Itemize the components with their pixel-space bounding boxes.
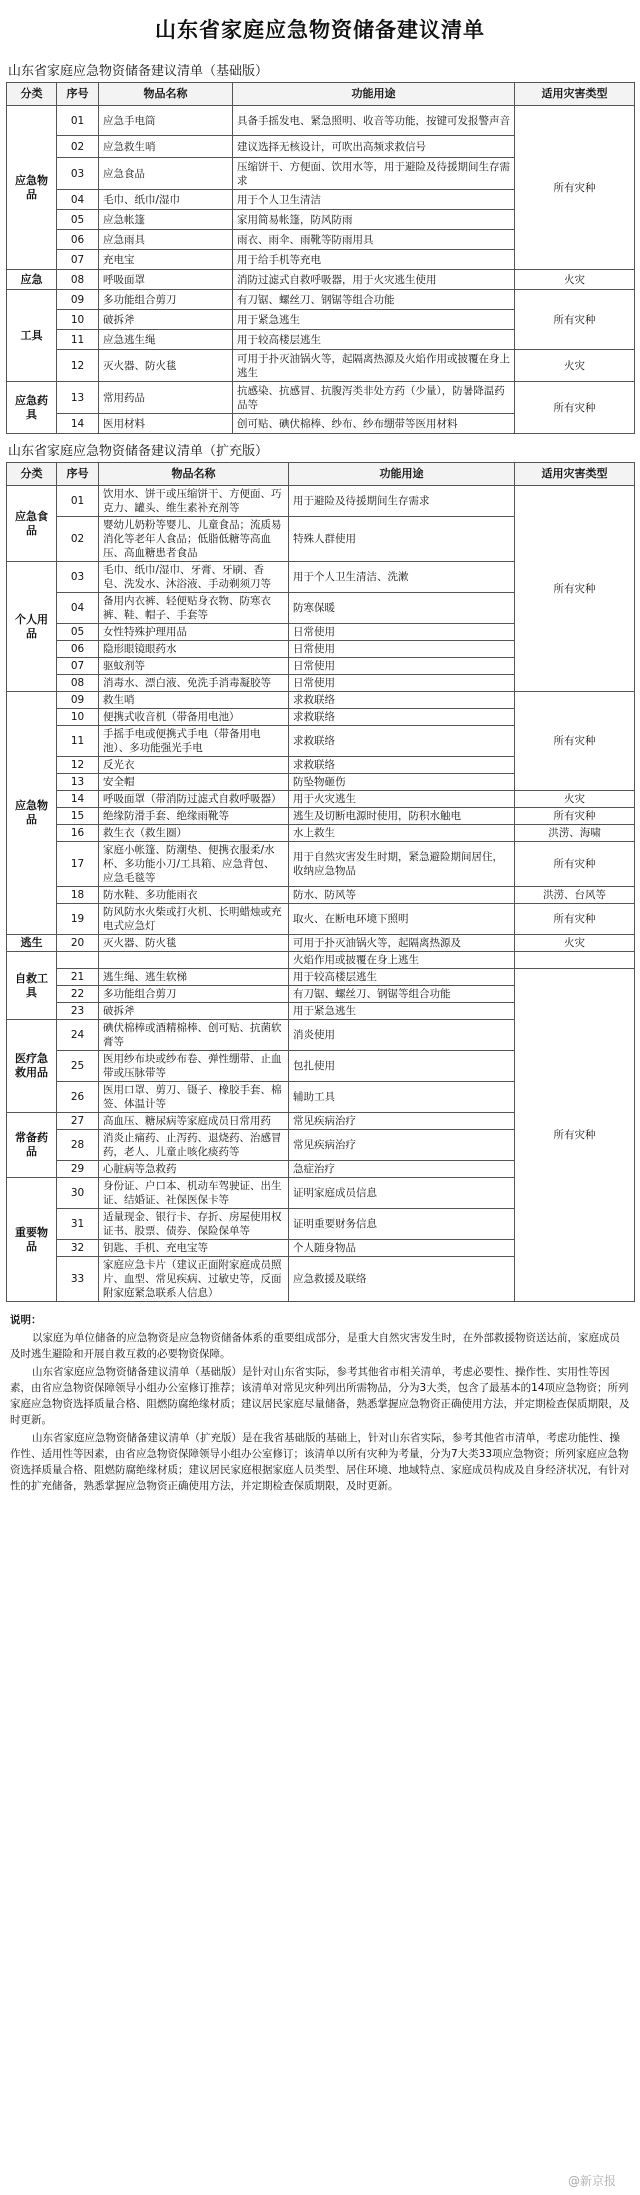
category-cell: 自救工具 (7, 952, 57, 1020)
seq-cell: 05 (57, 210, 99, 230)
table-row (7, 808, 635, 825)
item-cell: 防水鞋、多功能雨衣 (99, 887, 289, 904)
item-cell: 反光衣 (99, 757, 289, 774)
use-cell: 雨衣、雨伞、雨靴等防雨用具 (233, 230, 515, 250)
use-cell: 求救联络 (289, 692, 515, 709)
item-cell: 女性特殊护理用品 (99, 624, 289, 641)
use-cell: 可用于扑灭油锅火等，起隔离热源及火焰作用或披覆在身上逃生 (233, 350, 515, 382)
use-cell: 日常使用 (289, 641, 515, 658)
seq-cell: 25 (57, 1051, 99, 1082)
item-cell: 家庭应急卡片（建议正面附家庭成员照片、血型、常见疾病、过敏史等，反面附家庭紧急联系人信息） (99, 1257, 289, 1302)
seq-cell: 09 (57, 290, 99, 310)
use-cell: 包扎使用 (289, 1051, 515, 1082)
notes-section (0, 1302, 640, 1494)
use-cell: 水上救生 (289, 825, 515, 842)
item-cell: 救生哨 (99, 692, 289, 709)
seq-cell: 27 (57, 1113, 99, 1130)
item-cell: 医用材料 (99, 414, 233, 434)
seq-cell: 13 (57, 774, 99, 791)
use-cell: 求救联络 (289, 709, 515, 726)
header-cell: 序号 (57, 83, 99, 106)
use-cell: 用于个人卫生清洁 (233, 190, 515, 210)
seq-cell: 24 (57, 1020, 99, 1051)
item-cell (99, 952, 289, 969)
item-cell: 应急手电筒 (99, 106, 233, 136)
use-cell: 消炎使用 (289, 1020, 515, 1051)
seq-cell: 14 (57, 414, 99, 434)
item-cell: 应急食品 (99, 158, 233, 190)
seq-cell: 28 (57, 1130, 99, 1161)
page-title: 山东省家庭应急物资储备建议清单 (155, 18, 485, 42)
seq-cell: 26 (57, 1082, 99, 1113)
seq-cell: 06 (57, 230, 99, 250)
ext-subtitle: 山东省家庭应急物资储备建议清单（扩充版） (8, 444, 269, 459)
use-cell: 证明家庭成员信息 (289, 1178, 515, 1209)
seq-cell: 17 (57, 842, 99, 887)
category-cell: 应急药具 (7, 382, 57, 434)
table-row (7, 290, 635, 310)
seq-cell: 18 (57, 887, 99, 904)
use-cell: 日常使用 (289, 675, 515, 692)
disaster-cell: 所有灾种 (515, 842, 635, 887)
use-cell: 特殊人群使用 (289, 517, 515, 562)
item-cell: 毛巾、纸巾/湿巾 (99, 190, 233, 210)
item-cell: 多功能组合剪刀 (99, 986, 289, 1003)
seq-cell: 19 (57, 904, 99, 935)
seq-cell: 22 (57, 986, 99, 1003)
disaster-cell: 所有灾种 (515, 486, 635, 692)
seq-cell: 04 (57, 190, 99, 210)
use-cell: 用于火灾逃生 (289, 791, 515, 808)
header-cell: 适用灾害类型 (515, 83, 635, 106)
disaster-cell: 火灾 (515, 935, 635, 952)
item-cell: 逃生绳、逃生软梯 (99, 969, 289, 986)
seq-cell: 09 (57, 692, 99, 709)
item-cell: 饮用水、饼干或压缩饼干、方便面、巧克力、罐头、维生素补充剂等 (99, 486, 289, 517)
item-cell: 婴幼儿奶粉等婴儿、儿童食品；流质易消化等老年人食品；低脂低糖等高血压、高血糖患者食品 (99, 517, 289, 562)
item-cell: 救生衣（救生圈） (99, 825, 289, 842)
item-cell: 隐形眼镜眼药水 (99, 641, 289, 658)
header-cell: 分类 (7, 83, 57, 106)
seq-cell: 31 (57, 1209, 99, 1240)
use-cell: 求救联络 (289, 757, 515, 774)
item-cell: 钥匙、手机、充电宝等 (99, 1240, 289, 1257)
item-cell: 应急逃生绳 (99, 330, 233, 350)
seq-cell: 03 (57, 158, 99, 190)
header-cell: 适用灾害类型 (515, 463, 635, 486)
table-row (7, 969, 635, 986)
item-cell: 家庭小帐篷、防潮垫、便携衣服柔/水杯、多功能小刀/工具箱、应急背包、应急毛毯等 (99, 842, 289, 887)
item-cell: 常用药品 (99, 382, 233, 414)
use-cell: 急症治疗 (289, 1161, 515, 1178)
seq-cell: 20 (57, 935, 99, 952)
use-cell: 常见疾病治疗 (289, 1113, 515, 1130)
use-cell: 取火、在断电环境下照明 (289, 904, 515, 935)
table-row (7, 270, 635, 290)
table-header-row (7, 83, 635, 106)
notes-paragraph: 山东省家庭应急物资储备建议清单（扩充版）是在我省基础版的基础上，针对山东省实际，参考其他省市清单，考虑功能性、操作性、适用性等因素，由省应急物资保障领导小组办公室修订；该清单以所有灾种为考量，分为7大类33项应急物资；所列家庭应急物资选择质量合格、阻燃防腐绝缘材质；建议居民家庭根据家庭人员类型、居住环境、地域特点、家庭成员构成及自身经济状况，有针对性的扩充储备，熟悉掌握应急物资正确使用方法，并定期检查保质期限，及时更新。 (10, 1432, 630, 1492)
item-cell: 高血压、糖尿病等家庭成员日常用药 (99, 1113, 289, 1130)
item-cell: 心脏病等急救药 (99, 1161, 289, 1178)
disaster-cell: 所有灾种 (515, 692, 635, 791)
use-cell: 用于较高楼层逃生 (233, 330, 515, 350)
use-cell: 用于紧急逃生 (233, 310, 515, 330)
item-cell: 备用内衣裤、轻便贴身衣物、防寒衣裤、鞋、帽子、手套等 (99, 593, 289, 624)
category-cell: 医疗急救用品 (7, 1020, 57, 1113)
seq-cell: 01 (57, 106, 99, 136)
basic-subtitle: 山东省家庭应急物资储备建议清单（基础版） (8, 64, 269, 79)
item-cell: 灭火器、防火毯 (99, 935, 289, 952)
category-cell: 个人用品 (7, 562, 57, 692)
use-cell: 求救联络 (289, 726, 515, 757)
category-cell: 逃生 (7, 935, 57, 952)
seq-cell: 12 (57, 350, 99, 382)
use-cell: 防寒保暖 (289, 593, 515, 624)
watermark: @新京报 (567, 2174, 616, 2188)
seq-cell (57, 952, 99, 969)
use-cell: 用于避险及待援期间生存需求 (289, 486, 515, 517)
header-cell: 物品名称 (99, 463, 289, 486)
item-cell: 呼吸面罩 (99, 270, 233, 290)
use-cell: 日常使用 (289, 658, 515, 675)
item-cell: 应急救生哨 (99, 136, 233, 158)
seq-cell: 16 (57, 825, 99, 842)
item-cell: 便携式收音机（带备用电池） (99, 709, 289, 726)
seq-cell: 07 (57, 250, 99, 270)
use-cell: 家用简易帐篷，防风防雨 (233, 210, 515, 230)
seq-cell: 11 (57, 330, 99, 350)
use-cell: 逃生及切断电源时使用，防积水触电 (289, 808, 515, 825)
category-cell: 应急食品 (7, 486, 57, 562)
use-cell: 用于自然灾害发生时期，紧急避险期间居住，收纳应急物品 (289, 842, 515, 887)
table-row (7, 382, 635, 414)
item-cell: 充电宝 (99, 250, 233, 270)
disaster-cell (515, 952, 635, 969)
disaster-cell: 洪涝、台风等 (515, 887, 635, 904)
header-cell: 功能用途 (233, 83, 515, 106)
seq-cell: 07 (57, 658, 99, 675)
table-row (7, 952, 635, 969)
use-cell: 辅助工具 (289, 1082, 515, 1113)
table-row (7, 842, 635, 887)
seq-cell: 02 (57, 136, 99, 158)
use-cell: 用于紧急逃生 (289, 1003, 515, 1020)
table-row (7, 106, 635, 136)
item-cell: 医用口罩、剪刀、镊子、橡胶手套、棉签、体温计等 (99, 1082, 289, 1113)
seq-cell: 30 (57, 1178, 99, 1209)
use-cell: 用于给手机等充电 (233, 250, 515, 270)
use-cell: 日常使用 (289, 624, 515, 641)
item-cell: 呼吸面罩（带消防过滤式自救呼吸器） (99, 791, 289, 808)
use-cell: 用于较高楼层逃生 (289, 969, 515, 986)
seq-cell: 14 (57, 791, 99, 808)
seq-cell: 08 (57, 270, 99, 290)
use-cell: 应急救援及联络 (289, 1257, 515, 1302)
seq-cell: 21 (57, 969, 99, 986)
table-row (7, 935, 635, 952)
seq-cell: 33 (57, 1257, 99, 1302)
category-cell: 工具 (7, 290, 57, 382)
category-cell: 常备药品 (7, 1113, 57, 1178)
item-cell: 多功能组合剪刀 (99, 290, 233, 310)
seq-cell: 11 (57, 726, 99, 757)
use-cell: 有刀锯、螺丝刀、钢锯等组合功能 (289, 986, 515, 1003)
disaster-cell: 火灾 (515, 350, 635, 382)
disaster-cell: 火灾 (515, 270, 635, 290)
item-cell: 应急帐篷 (99, 210, 233, 230)
notes-paragraph: 以家庭为单位储备的应急物资是应急物资储备体系的重要组成部分，是重大自然灾害发生时，在外部救援物资送达前，家庭成员及时逃生避险和开展自救互救的必要物资保障。 (10, 1332, 620, 1360)
use-cell: 建议选择无核设计，可吹出高频求救信号 (233, 136, 515, 158)
disaster-cell: 所有灾种 (515, 969, 635, 1302)
item-cell: 灭火器、防火毯 (99, 350, 233, 382)
use-cell: 创可贴、碘伏棉棒、纱布、纱布绷带等医用材料 (233, 414, 515, 434)
seq-cell: 01 (57, 486, 99, 517)
seq-cell: 03 (57, 562, 99, 593)
use-cell: 防水、防风等 (289, 887, 515, 904)
table-row (7, 791, 635, 808)
notes-heading: 说明： (10, 1314, 42, 1326)
use-cell: 证明重要财务信息 (289, 1209, 515, 1240)
item-cell: 破拆斧 (99, 1003, 289, 1020)
seq-cell: 05 (57, 624, 99, 641)
seq-cell: 08 (57, 675, 99, 692)
category-cell: 应急 (7, 270, 57, 290)
category-cell: 重要物品 (7, 1178, 57, 1302)
use-cell: 可用于扑灭油锅火等，起隔离热源及 (289, 935, 515, 952)
header-cell: 物品名称 (99, 83, 233, 106)
seq-cell: 12 (57, 757, 99, 774)
header-cell: 分类 (7, 463, 57, 486)
category-cell: 应急物品 (7, 106, 57, 270)
seq-cell: 13 (57, 382, 99, 414)
item-cell: 应急雨具 (99, 230, 233, 250)
use-cell: 火焰作用或披覆在身上逃生 (289, 952, 515, 969)
item-cell: 身份证、户口本、机动车驾驶证、出生证、结婚证、社保医保卡等 (99, 1178, 289, 1209)
table-row (7, 904, 635, 935)
seq-cell: 15 (57, 808, 99, 825)
category-cell: 应急物品 (7, 692, 57, 935)
disaster-cell: 所有灾种 (515, 808, 635, 825)
disaster-cell: 所有灾种 (515, 106, 635, 270)
item-cell: 毛巾、纸巾/湿巾、牙膏、牙刷、香皂、洗发水、沐浴液、手动剃须刀等 (99, 562, 289, 593)
item-cell: 碘伏棉棒或酒精棉棒、创可贴、抗菌软膏等 (99, 1020, 289, 1051)
item-cell: 消毒水、漂白液、免洗手消毒凝胶等 (99, 675, 289, 692)
seq-cell: 06 (57, 641, 99, 658)
use-cell: 用于个人卫生清洁、洗漱 (289, 562, 515, 593)
basic-table (6, 82, 635, 434)
use-cell: 防坠物砸伤 (289, 774, 515, 791)
use-cell: 消防过滤式自救呼吸器，用于火灾逃生使用 (233, 270, 515, 290)
table-row (7, 486, 635, 517)
use-cell: 常见疾病治疗 (289, 1130, 515, 1161)
use-cell: 具备手摇发电、紧急照明、收音等功能，按键可发报警声音 (233, 106, 515, 136)
seq-cell: 32 (57, 1240, 99, 1257)
header-cell: 序号 (57, 463, 99, 486)
table-row (7, 692, 635, 709)
item-cell: 手摇手电或便携式手电（带备用电池）、多功能强光手电 (99, 726, 289, 757)
disaster-cell: 所有灾种 (515, 290, 635, 350)
disaster-cell: 所有灾种 (515, 382, 635, 434)
table-header-row (7, 463, 635, 486)
item-cell: 适量现金、银行卡、存折、房屋使用权证书、股票、债券、保险保单等 (99, 1209, 289, 1240)
item-cell: 绝缘防滑手套、绝缘雨靴等 (99, 808, 289, 825)
use-cell: 压缩饼干、方便面、饮用水等，用于避险及待援期间生存需求 (233, 158, 515, 190)
ext-table (6, 462, 635, 1302)
seq-cell: 23 (57, 1003, 99, 1020)
notes-paragraph: 山东省家庭应急物资储备建议清单（基础版）是针对山东省实际，参考其他省市相关清单，考虑必要性、操作性、实用性等因素，由省应急物资保障领导小组办公室修订推荐；该清单对常见灾种列出所需物品，分为3大类，包含了最基本的14项应急物资；所列家庭应急物资选择质量合格、阻燃防腐绝缘材质；建议居民家庭尽量储备，熟悉掌握应急物资正确使用方法，并定期检查保质期限，及时更新。 (10, 1366, 630, 1426)
seq-cell: 04 (57, 593, 99, 624)
item-cell: 防风防水火柴或打火机、长明蜡烛或充电式应急灯 (99, 904, 289, 935)
seq-cell: 10 (57, 310, 99, 330)
use-cell: 抗感染、抗感冒、抗腹泻类非处方药（少量），防暑降温药品等 (233, 382, 515, 414)
table-row (7, 350, 635, 382)
use-cell: 有刀锯、螺丝刀、钢锯等组合功能 (233, 290, 515, 310)
seq-cell: 02 (57, 517, 99, 562)
header-cell: 功能用途 (289, 463, 515, 486)
item-cell: 安全帽 (99, 774, 289, 791)
item-cell: 消炎止痛药、止泻药、退烧药、治感冒药，老人、儿童止咳化痰药等 (99, 1130, 289, 1161)
disaster-cell: 所有灾种 (515, 904, 635, 935)
disaster-cell: 火灾 (515, 791, 635, 808)
table-row (7, 887, 635, 904)
item-cell: 驱蚊剂等 (99, 658, 289, 675)
use-cell: 个人随身物品 (289, 1240, 515, 1257)
table-row (7, 825, 635, 842)
seq-cell: 10 (57, 709, 99, 726)
disaster-cell: 洪涝、海啸 (515, 825, 635, 842)
seq-cell: 29 (57, 1161, 99, 1178)
item-cell: 医用纱布块或纱布卷、弹性绷带、止血带或压脉带等 (99, 1051, 289, 1082)
item-cell: 破拆斧 (99, 310, 233, 330)
